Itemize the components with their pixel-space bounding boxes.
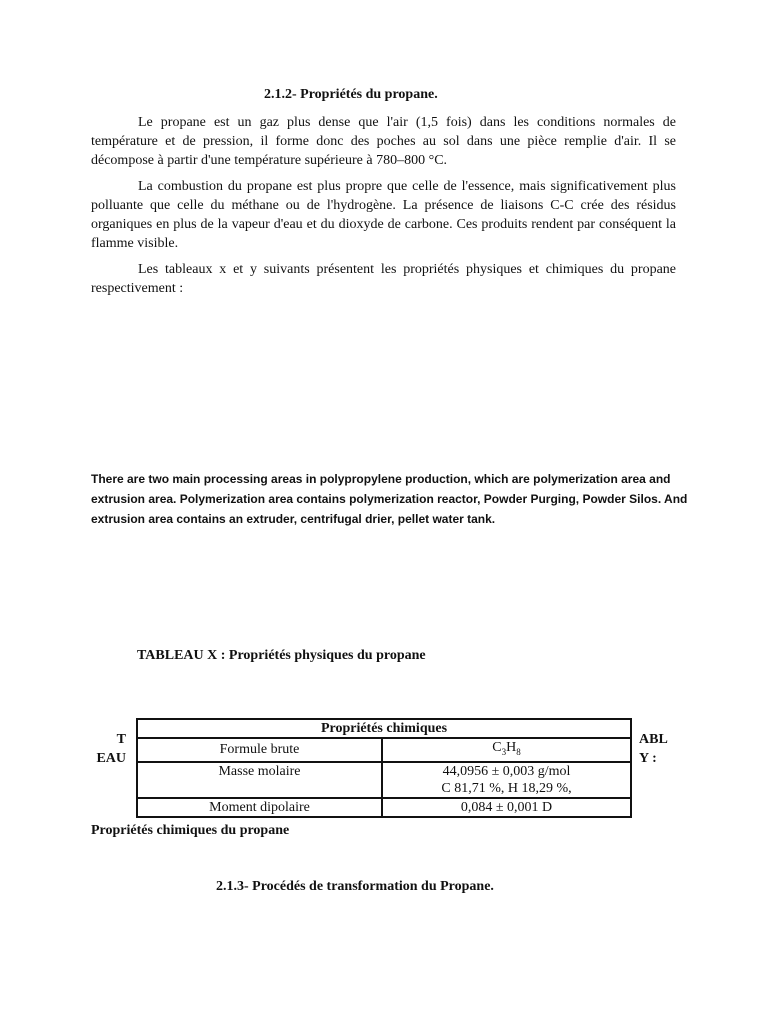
- formula-carbon-subscript: 3: [501, 746, 507, 757]
- table-side-left: [90, 730, 126, 768]
- table-row: [137, 762, 631, 798]
- table-side-right: [639, 730, 668, 768]
- formula-hydrogen: H: [506, 740, 517, 755]
- table-cell-value: 0,084 ± 0,001 D: [382, 798, 631, 817]
- paragraph-combustion: La combustion du propane est plus propre que celle de l'essence, mais significativement plus polluante que celle du méthane ou de l'hydrogène. La présence de liaisons C-C crée des résidus organiques en plus de la vapeur d'eau et du dioxyde de carbone. Ces produits rendent par conséquent la flamme visible.: [91, 179, 676, 251]
- table-side-right-line1: ABL: [639, 732, 668, 747]
- formula-hydrogen-subscript: 8: [516, 746, 521, 757]
- table-row: [137, 798, 631, 817]
- table-header: Propriétés chimiques: [137, 719, 631, 738]
- table-cell-label: Formule brute: [137, 738, 382, 762]
- table-y-caption: Propriétés chimiques du propane: [91, 823, 290, 838]
- table-cell-formula: [382, 738, 631, 762]
- table-row: [137, 738, 631, 762]
- table-side-left-line2: EAU: [96, 751, 126, 766]
- formula-carbon: C: [492, 740, 502, 755]
- section-212-heading: 2.1.2- Propriétés du propane.: [264, 87, 438, 102]
- section-213-heading: 2.1.3- Procédés de transformation du Propane.: [216, 879, 494, 894]
- paragraph-density: Le propane est un gaz plus dense que l'air (1,5 fois) dans les conditions normales de température et de pression, il forme donc des poches au sol dans une pièce remplie d'air. Il se décompose à partir d'une température supérieure à 780–800 °C.: [91, 115, 676, 168]
- table-x-caption: TABLEAU X : Propriétés physiques du propane: [137, 648, 426, 663]
- table-cell-value: [382, 762, 631, 798]
- chemical-properties-table: [136, 718, 632, 818]
- english-note-paragraph: There are two main processing areas in polypropylene production, which are polymerization area and extrusion area. Polymerization area contains polymerization reactor, Powder Purging, Powder Silos. And extrusion area contains an extruder, centrifugal drier, pellet water tank.: [91, 472, 688, 526]
- table-side-left-line1: T: [116, 732, 126, 747]
- molar-mass-value: 44,0956 ± 0,003 g/mol: [442, 763, 571, 779]
- paragraph-tables-intro: Les tableaux x et y suivants présentent les propriétés physiques et chimiques du propane respectivement :: [91, 262, 676, 296]
- table-header-row: [137, 719, 631, 738]
- table-cell-label: Masse molaire: [137, 762, 382, 798]
- table-cell-label: Moment dipolaire: [137, 798, 382, 817]
- table-side-right-line2: Y :: [639, 751, 657, 766]
- composition-value: C 81,71 %, H 18,29 %,: [441, 780, 572, 796]
